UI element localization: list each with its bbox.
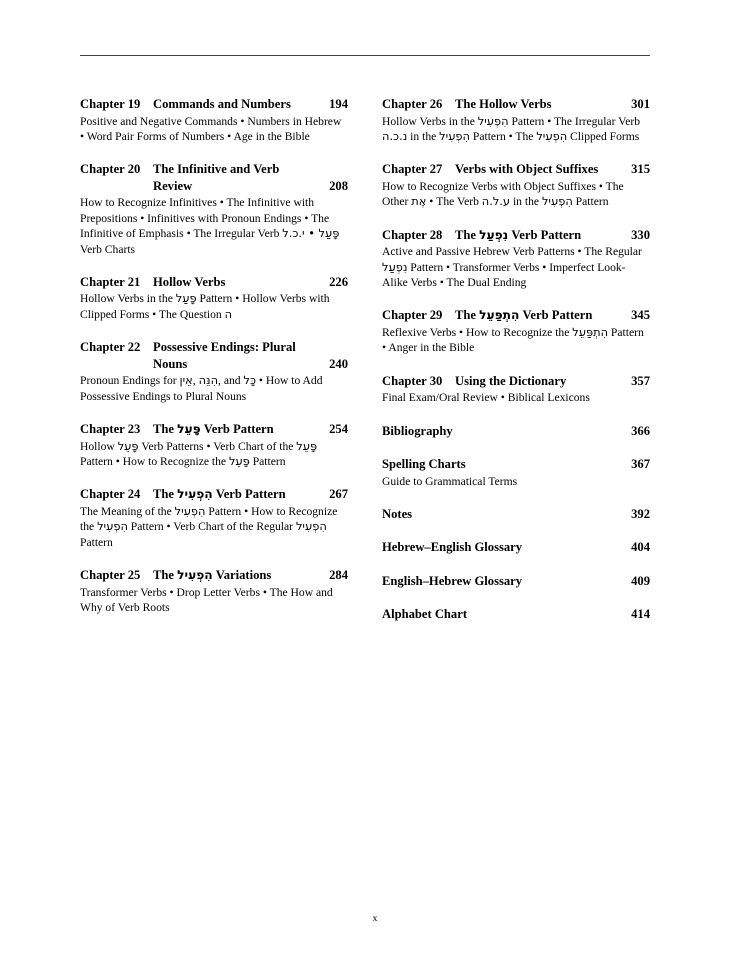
page-number: 414 [631,607,650,622]
chapter-description [80,373,348,404]
toc-entry-heading [382,227,650,244]
chapter-number: Chapter 26 [382,97,443,111]
page-number: 284 [329,568,348,583]
chapter-number: Chapter 27 [382,162,443,177]
text-fragment: The [153,487,178,502]
chapter-description [382,244,650,290]
hebrew-term-1: פָּעֵל [177,422,201,437]
text-fragment: Pattern • Hollow Verbs with Clipped Forms • The Question [80,292,330,321]
page-number: 208 [329,178,348,193]
toc-entry-heading [80,161,348,194]
text-fragment: The [153,422,178,437]
chapter-number: Chapter 22 [80,340,141,355]
chapter-title [153,96,318,113]
text-fragment: The [455,227,480,242]
text-fragment: Pattern [80,535,113,549]
toc-entry[interactable] [80,486,348,550]
text-fragment: Possessive Endings: Plural Nouns [153,340,296,371]
text-fragment: The Infinitive and Verb Review [153,162,280,193]
text-fragment: Pattern [572,195,609,209]
back-matter-entry[interactable] [382,573,650,590]
hebrew-term-1: נִפְעַל [382,259,408,274]
back-matter-title: Bibliography [382,423,453,438]
toc-entry[interactable] [80,96,348,144]
chapter-title [153,486,318,503]
page-number: 240 [329,356,348,371]
hebrew-term-2: פָּעֵל [296,438,318,453]
back-matter-entry[interactable] [382,456,650,489]
text-fragment: Verb Charts [80,242,136,256]
text-fragment: Transformer Verbs • Drop Letter Verbs • The How and Why of Verb Roots [80,585,333,614]
chapter-number: Chapter 19 [80,97,141,111]
chapter-description [80,195,348,257]
page-number: 404 [631,540,650,555]
page-number: 315 [631,162,650,177]
page-number: 330 [631,227,650,242]
text-fragment: , and [218,374,244,388]
toc-entry[interactable] [80,421,348,469]
text-fragment: Pattern • Transformer Verbs • Imperfect Look-Alike Verbs • The Dual Ending [382,260,626,289]
hebrew-term-2: נ.כ.ה [382,128,408,143]
text-fragment: • The Verb [426,195,482,209]
back-matter-heading [382,573,650,590]
text-fragment: Pattern • How to Recognize the [80,504,338,534]
chapter-number: Chapter 24 [80,487,141,502]
hebrew-term-1: הִפְעִיל [174,503,206,518]
toc-entry-heading [80,96,348,113]
toc-entry-heading [382,96,650,113]
text-fragment: Verb Pattern [508,227,582,242]
text-fragment: Hollow Verbs in the [382,114,478,128]
toc-entry-heading [382,307,650,324]
hebrew-term-1: הִפְעִיל [177,487,213,502]
back-matter-title: Hebrew–English Glossary [382,540,523,555]
hebrew-term-3: הִפְעִיל [295,519,327,534]
toc-entry[interactable] [382,161,650,209]
back-matter-entry[interactable] [382,506,650,523]
text-fragment: Reflexive Verbs • How to Recognize the [382,325,573,339]
hebrew-term-1: אֶת [411,194,427,209]
back-matter-title: Spelling Charts [382,457,466,472]
page-number: 345 [631,308,650,323]
hebrew-term-3: פָּעֵל [228,453,250,468]
back-matter-title: Notes [382,506,413,521]
hebrew-term-1: פָּעַל • י.כ.ל [282,226,340,241]
back-matter-title: Alphabet Chart [382,607,468,622]
toc-entry-heading [80,339,348,372]
page-folio: x [372,914,378,924]
page-number: 392 [631,506,650,521]
page-number: 366 [631,423,650,438]
toc-entry-heading [80,486,348,503]
text-fragment: The [455,308,480,323]
chapter-title [153,274,318,291]
hebrew-term-1: פָּעֵל [117,438,139,453]
toc-entry[interactable] [80,567,348,615]
chapter-description [80,439,348,470]
text-fragment: The [153,568,178,583]
text-fragment: Final Exam/Oral Review • Biblical Lexicons [382,391,590,405]
text-fragment: Hollow Verbs in the [80,292,176,306]
text-fragment: Pattern • The [470,129,537,143]
chapter-number: Chapter 21 [80,274,141,289]
text-fragment: Pattern • Verb Chart of the Regular [127,520,296,534]
hebrew-term-4: הִפְעִיל [536,128,568,143]
hebrew-term-1: הִתְפַּעֵל [479,308,520,323]
toc-entry-heading [382,161,650,178]
chapter-title [455,307,620,324]
text-fragment: , [192,374,199,388]
chapter-title [153,161,313,194]
back-matter-heading [382,539,650,556]
toc-entry[interactable] [80,274,348,322]
text-fragment: Pattern • The Irregular Verb [508,114,641,128]
toc-entry[interactable] [382,373,650,406]
page-number: 226 [329,274,348,289]
text-fragment: Pronoun Endings for [80,374,180,388]
toc-left-column [80,96,348,640]
text-fragment: How to Recognize Verbs with Object Suffixes • The Other [382,179,624,209]
hebrew-term-3: כָּל [243,373,256,388]
chapter-number: Chapter 23 [80,422,141,437]
back-matter-description: Guide to Grammatical Terms [382,474,518,488]
back-matter-entry[interactable] [382,539,650,556]
back-matter-entry[interactable] [382,423,650,440]
text-fragment: Pattern • How to Recognize the [80,454,229,468]
text-fragment: Verb Pattern [200,422,274,437]
toc-right-column [382,96,650,640]
text-fragment: Clipped Forms [567,129,640,143]
back-matter-heading [382,506,650,523]
text-fragment: Commands and Numbers [153,97,291,111]
chapter-description [382,179,650,210]
text-fragment: Using the Dictionary [455,373,567,388]
page-number: 367 [631,457,650,472]
hebrew-term-1: הִפְעִיל [477,113,509,128]
hebrew-term-1: הִתְפַּעֵל [572,324,609,339]
toc-entry[interactable] [382,227,650,291]
toc-entry[interactable] [382,96,650,144]
text-fragment: Pattern [249,454,286,468]
chapter-title [455,161,620,178]
chapter-description [80,585,348,616]
toc-entry[interactable] [80,339,348,404]
hebrew-term-1: הִפְעִיל [177,568,213,583]
chapter-title [455,96,620,113]
chapter-title [153,567,318,584]
page-number: 301 [631,97,650,111]
hebrew-term-2: הִפְעִיל [97,519,128,534]
chapter-title [455,227,620,244]
text-fragment: Positive and Negative Commands • Numbers in Hebrew • Word Pair Forms of Numbers • Age in the Bible [80,114,342,143]
hebrew-term-1: נִפְעַל [479,227,509,242]
page-number: 254 [329,422,348,437]
text-fragment: Hollow [80,439,118,453]
toc-entry-heading [382,373,650,390]
chapter-number: Chapter 28 [382,227,443,242]
page-number: 409 [631,573,650,588]
toc-entry[interactable] [382,307,650,355]
back-matter-heading [382,456,650,473]
page-number: 194 [329,97,348,111]
chapter-description [80,504,348,550]
text-fragment: The Meaning of the [80,504,175,518]
chapter-number: Chapter 20 [80,162,141,177]
text-fragment: Active and Passive Hebrew Verb Patterns • The Regular [382,245,642,259]
chapter-number: Chapter 30 [382,373,443,388]
page-number: 357 [631,373,650,388]
hebrew-term-1: פָּעַל [175,291,197,306]
text-fragment: How to Recognize Infinitives • The Infinitive with Prepositions • Infinitives with Pronoun Endings • The Infinitive of Emphasis • The Irregular Verb [80,196,330,241]
hebrew-term-1: אֵין [179,373,193,388]
hebrew-term-3: הִפְעִיל [541,194,573,209]
hebrew-term-2: ע.ל.ה [481,194,511,209]
chapter-description [382,325,650,356]
hebrew-term-2: ה [224,306,233,321]
text-fragment: The Hollow Verbs [455,97,552,111]
chapter-number: Chapter 29 [382,308,443,323]
back-matter-title: English–Hebrew Glossary [382,573,523,588]
toc-entry-heading [80,421,348,438]
back-matter-entry[interactable] [382,606,650,623]
toc-columns [80,96,650,640]
chapter-number: Chapter 25 [80,568,141,583]
hebrew-term-3: הִפְעִיל [439,128,470,143]
toc-entry-heading [80,274,348,291]
text-fragment: Verbs with Object Suffixes [455,162,599,177]
toc-entry[interactable] [80,161,348,257]
chapter-title [153,339,313,372]
chapter-title [153,421,318,438]
chapter-description [80,291,348,322]
text-fragment: in the [510,195,542,209]
text-fragment: Hollow Verbs [153,274,226,289]
text-fragment: Verb Pattern [519,308,593,323]
text-fragment: Verb Pattern [212,487,286,502]
page-number: 267 [329,487,348,502]
text-fragment: Pattern • Anger in the Bible [382,325,644,355]
text-fragment: Variations [212,568,272,583]
header-rule [80,55,650,56]
chapter-description [382,390,650,405]
back-matter-heading [382,606,650,623]
text-fragment: in the [407,129,440,143]
text-fragment: Verb Patterns • Verb Chart of the [138,439,297,453]
back-matter-heading [382,423,650,440]
chapter-description [80,114,348,145]
toc-entry-heading [80,567,348,584]
text-fragment: • How to Add Possessive Endings to Plural Nouns [80,374,323,403]
hebrew-term-2: הִנֵּה [198,373,219,388]
chapter-description [382,114,650,145]
chapter-title [455,373,620,390]
